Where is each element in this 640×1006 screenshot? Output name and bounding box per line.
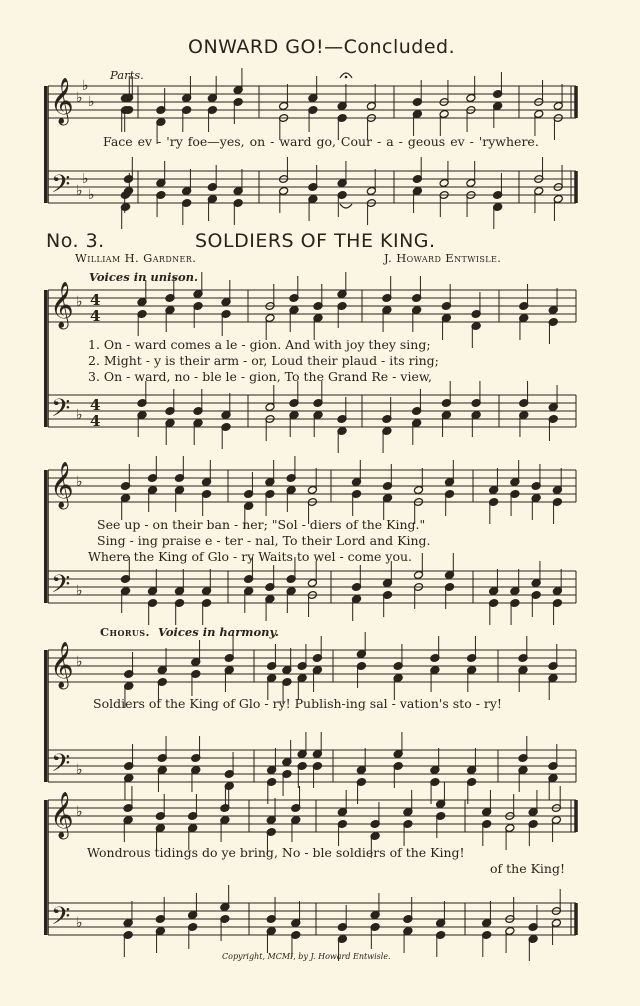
flat-sign-icon: ♭ xyxy=(76,654,83,670)
verse-3-line-2: Where the King of Glo - ry Waits to wel - come you. xyxy=(88,549,413,564)
time-signature-bottom: 4 xyxy=(90,307,101,325)
flat-sign-icon: ♭ xyxy=(76,407,83,423)
flat-sign-icon: ♭ xyxy=(82,171,89,187)
composer-credit: J. Howard Entwisle. xyxy=(384,251,502,265)
flat-sign-icon: ♭ xyxy=(76,915,83,931)
time-signature-top: 4 xyxy=(90,291,101,309)
system-bracket xyxy=(44,650,47,782)
treble-clef-icon: 𝄞 xyxy=(50,642,74,688)
bass-clef-icon: 𝄢 xyxy=(51,170,71,205)
flat-sign-icon: ♭ xyxy=(82,78,89,94)
chorus-line-1: Soldiers of the King of Glo - ry! Publish-ing sal - vation's sto - ry! xyxy=(93,696,502,711)
flat-sign-icon: ♭ xyxy=(76,90,83,106)
bass-clef-icon: 𝄢 xyxy=(51,394,71,429)
verse-1-line-2: See up - on their ban - ner; "Sol - diers of the King." xyxy=(97,517,426,532)
system-bracket xyxy=(44,800,47,935)
flat-sign-icon: ♭ xyxy=(76,183,83,199)
bass-clef-icon: 𝄢 xyxy=(51,570,71,605)
treble-clef-icon: 𝄞 xyxy=(50,792,74,838)
flat-sign-icon: ♭ xyxy=(76,474,83,490)
treble-clef-icon: 𝄞 xyxy=(50,78,74,124)
treble-clef-icon: 𝄞 xyxy=(50,462,74,508)
flat-sign-icon: ♭ xyxy=(76,294,83,310)
chorus-line-2: Wondrous tidings do ye bring, No - ble soldiers of the King! xyxy=(87,845,465,860)
treble-clef-icon: 𝄞 xyxy=(50,282,74,328)
section1-lyric: Face ev - 'ry foe—yes, on - ward go, Cour - a - geous ev - 'rywhere. xyxy=(103,134,539,149)
hymn-number: No. 3. xyxy=(46,230,105,252)
system-bracket xyxy=(44,86,47,203)
flat-sign-icon: ♭ xyxy=(76,583,83,599)
flat-sign-icon: ♭ xyxy=(88,94,95,110)
fermata-dot xyxy=(345,76,348,79)
flat-sign-icon: ♭ xyxy=(76,762,83,778)
verse-2-line-2: Sing - ing praise e - ter - nal, To their Lord and King. xyxy=(97,533,431,548)
copyright-notice: Copyright, MCMI, by J. Howard Entwisle. xyxy=(222,952,391,961)
chorus-echo: of the King! xyxy=(490,861,565,876)
system-bracket xyxy=(44,470,47,603)
voices-unison-label: Voices in unison. xyxy=(89,270,199,284)
verse-1-line-1: 1. On - ward comes a le - gion. And with joy they sing; xyxy=(88,337,431,352)
bass-clef-icon: 𝄢 xyxy=(51,902,71,937)
time-signature-top: 4 xyxy=(90,396,101,414)
bass-clef-icon: 𝄢 xyxy=(51,749,71,784)
verse-2-line-1: 2. Might - y is their arm - or, Loud their plaud - its ring; xyxy=(88,353,439,368)
voices-harmony-label: Voices in harmony. xyxy=(158,625,279,639)
time-signature-bottom: 4 xyxy=(90,412,101,430)
flat-sign-icon: ♭ xyxy=(88,187,95,203)
parts-label: Parts. xyxy=(110,68,144,82)
lyricist-credit: William H. Gardner. xyxy=(75,251,197,265)
flat-sign-icon: ♭ xyxy=(76,804,83,820)
section1-title: ONWARD GO!—Concluded. xyxy=(188,36,456,58)
fermata-icon xyxy=(340,204,352,208)
hymn-title: SOLDIERS OF THE KING. xyxy=(195,230,436,252)
system-bracket xyxy=(44,290,47,427)
verse-3-line-1: 3. On - ward, no - ble le - gion, To the Grand Re - view, xyxy=(88,369,433,384)
chorus-label: Chorus. xyxy=(100,625,150,639)
